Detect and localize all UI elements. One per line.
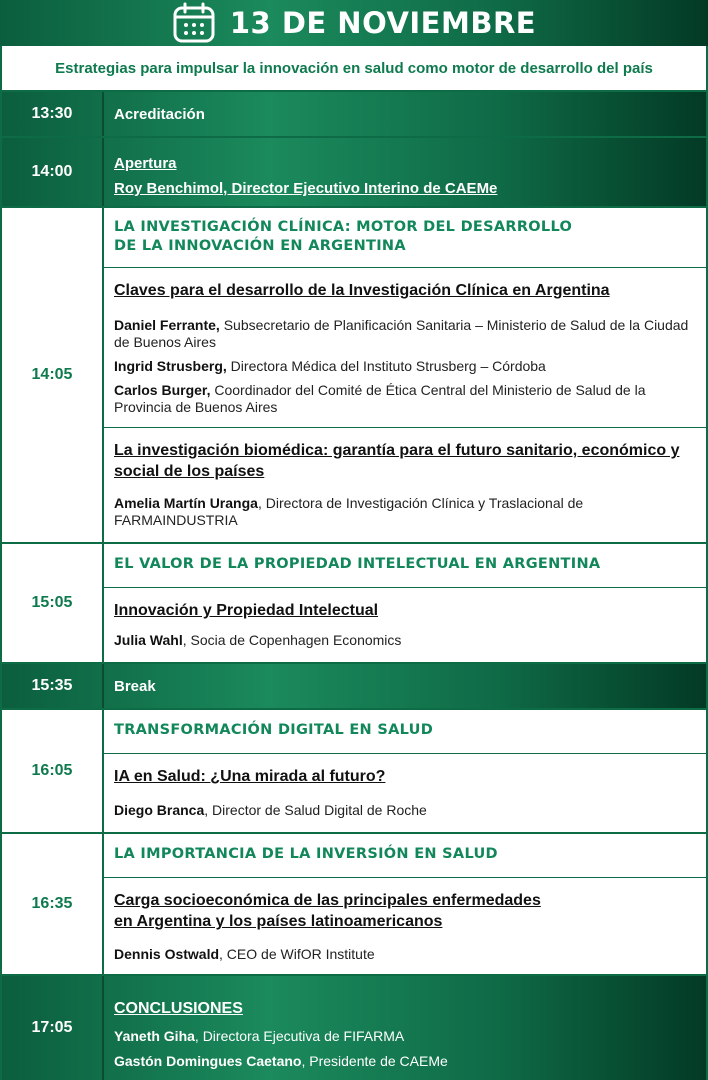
item-label: Break xyxy=(114,678,156,695)
speaker-line xyxy=(114,382,694,416)
talk-block xyxy=(104,588,706,662)
speaker-role: , Directora Ejecutiva de FIFARMA xyxy=(194,1028,405,1044)
time-label: 16:05 xyxy=(2,710,104,832)
time-label: 15:35 xyxy=(2,664,104,708)
section-title-line: LA IMPORTANCIA DE LA INVERSIÓN EN SALUD xyxy=(114,846,498,862)
agenda-row-digital xyxy=(0,710,708,834)
speaker-line xyxy=(114,317,694,351)
speaker-line xyxy=(114,495,694,529)
speaker-role: Subsecretario de Planificación Sanitaria – Ministerio de Salud de la Ciudad de Buenos Aires xyxy=(114,317,689,350)
agenda-row-apertura xyxy=(0,138,708,208)
date-title: 13 DE NOVIEMBRE xyxy=(229,6,537,40)
talk-block xyxy=(104,754,706,832)
speaker-role: , Directora de Investigación Clínica y Traslacional de FARMAINDUSTRIA xyxy=(114,495,584,528)
agenda-row-break xyxy=(0,664,708,710)
speaker-line xyxy=(114,358,694,375)
section-title-line: TRANSFORMACIÓN DIGITAL EN SALUD xyxy=(114,722,434,738)
speaker-role: , Socia de Copenhagen Economics xyxy=(182,632,402,648)
conclusiones-link[interactable]: CONCLUSIONES xyxy=(114,1000,243,1017)
speaker-name: Amelia Martín Uranga xyxy=(114,495,258,511)
speaker-name: Diego Branca xyxy=(114,802,205,818)
section-header xyxy=(104,208,706,268)
speaker-line xyxy=(114,946,694,963)
speaker-name: Ingrid Strusberg, xyxy=(114,358,227,374)
talk-title-link[interactable]: Claves para el desarrollo de la Investigación Clínica en Argentina xyxy=(114,282,610,299)
event-subtitle: Estrategias para impulsar la innovación en salud como motor de desarrollo del país xyxy=(0,46,708,92)
section-title-line: LA INVESTIGACIÓN CLÍNICA: MOTOR DEL DESARROLLO xyxy=(114,219,573,235)
agenda-row-propiedad xyxy=(0,544,708,664)
time-label: 14:05 xyxy=(2,208,104,542)
apertura-speaker-link[interactable]: Roy Benchimol, Director Ejecutivo Interino de CAEMe xyxy=(114,180,498,197)
talk-block xyxy=(104,268,706,428)
page-header xyxy=(0,0,708,46)
agenda-row-conclusiones xyxy=(0,976,708,1080)
time-label: 16:35 xyxy=(2,834,104,974)
talk-title-link[interactable]: Innovación y Propiedad Intelectual xyxy=(114,602,379,619)
speaker-line xyxy=(114,632,694,649)
speaker-name: Yaneth Giha xyxy=(114,1028,195,1044)
time-label: 13:30 xyxy=(2,92,104,136)
section-title-line: EL VALOR DE LA PROPIEDAD INTELECTUAL EN ARGENTINA xyxy=(114,556,601,572)
agenda-row-acreditacion xyxy=(0,92,708,138)
speaker-name: Carlos Burger, xyxy=(114,382,211,398)
section-header xyxy=(104,834,706,878)
speaker-name: Gastón Domingues Caetano xyxy=(114,1053,302,1069)
talk-title-link[interactable]: en Argentina y los países latinoamericanos xyxy=(114,913,443,930)
speaker-line xyxy=(114,1028,694,1045)
calendar-icon xyxy=(172,2,216,44)
item-label: Acreditación xyxy=(114,106,205,123)
time-label: 15:05 xyxy=(2,544,104,662)
time-label: 14:00 xyxy=(2,138,104,206)
speaker-role: , Presidente de CAEMe xyxy=(301,1053,448,1069)
section-header xyxy=(104,710,706,754)
time-label: 17:05 xyxy=(2,976,104,1080)
agenda-row-investigacion xyxy=(0,208,708,544)
talk-block xyxy=(104,428,706,542)
speaker-line xyxy=(114,802,694,819)
section-title-line: DE LA INNOVACIÓN EN ARGENTINA xyxy=(114,238,406,254)
talk-title-link[interactable]: Carga socioeconómica de las principales enfermedades xyxy=(114,892,541,909)
speaker-name: Julia Wahl xyxy=(114,632,183,648)
apertura-link[interactable]: Apertura xyxy=(114,155,177,172)
talk-title-link[interactable]: IA en Salud: ¿Una mirada al futuro? xyxy=(114,768,386,785)
speaker-name: Daniel Ferrante, xyxy=(114,317,220,333)
section-header xyxy=(104,544,706,588)
agenda-row-inversion xyxy=(0,834,708,976)
talk-block xyxy=(104,878,706,974)
speaker-role: , Director de Salud Digital de Roche xyxy=(204,802,427,818)
talk-title-link[interactable]: La investigación biomédica: garantía para el futuro sanitario, económico y social de los países xyxy=(114,442,680,480)
speaker-role: Directora Médica del Instituto Strusberg – Córdoba xyxy=(226,358,546,374)
speaker-role: Coordinador del Comité de Ética Central del Ministerio de Salud de la Provincia de Buenos Aires xyxy=(114,382,646,415)
speaker-line xyxy=(114,1053,694,1070)
speaker-role: , CEO de WifOR Institute xyxy=(219,946,375,962)
speaker-name: Dennis Ostwald xyxy=(114,946,220,962)
